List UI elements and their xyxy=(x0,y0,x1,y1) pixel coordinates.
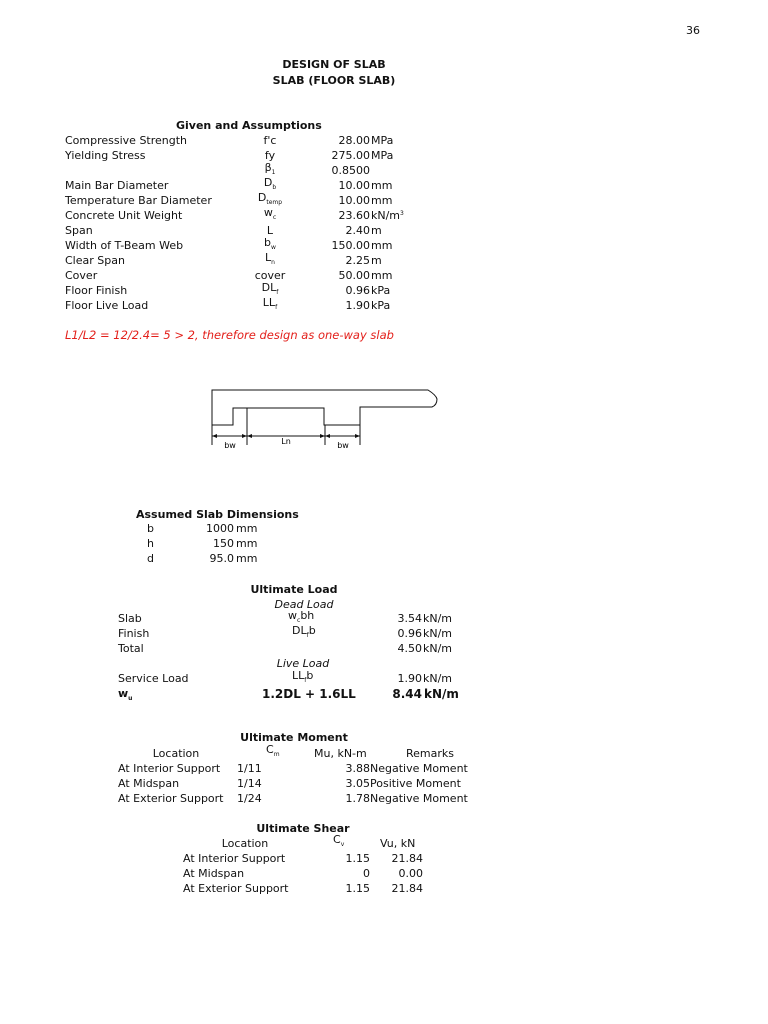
unit-text: mm xyxy=(371,269,393,282)
slab-load-value: 3.54 xyxy=(397,612,422,625)
unit-text: mm xyxy=(371,179,393,192)
unit-text: kPa xyxy=(371,284,391,297)
slab-outline xyxy=(212,390,437,425)
label-bw-left: bw xyxy=(224,441,236,450)
given-value: 275.00 xyxy=(331,149,370,162)
given-label: Floor Live Load xyxy=(65,299,149,312)
symbol-text: LL xyxy=(262,296,276,309)
symbol-text: L xyxy=(265,251,272,264)
total-load-value: 4.50 xyxy=(397,642,422,655)
given-value: 1.90 xyxy=(345,299,370,312)
given-unit xyxy=(371,269,392,283)
arrow xyxy=(355,434,360,438)
moment-mu: 3.88 xyxy=(345,762,370,775)
title-line-2: SLAB (FLOOR SLAB) xyxy=(272,74,396,87)
wu-unit: kN/m xyxy=(424,687,459,701)
given-label: Concrete Unit Weight xyxy=(65,209,183,222)
unit-text: kPa xyxy=(371,299,391,312)
symbol-subscript: c xyxy=(272,214,277,221)
given-value: 10.00 xyxy=(338,194,370,207)
finish-load-label: Finish xyxy=(118,627,150,640)
wu-formula: 1.2DL + 1.6LL xyxy=(262,687,356,701)
shear-coefficient: 1.15 xyxy=(345,852,370,865)
assumed-unit: mm xyxy=(236,552,258,565)
given-label: Floor Finish xyxy=(65,284,128,297)
assumed-label: b xyxy=(147,522,154,535)
given-unit xyxy=(371,134,393,148)
unit-superscript: 3 xyxy=(400,210,404,217)
given-label: Yielding Stress xyxy=(65,149,146,162)
assumed-value: 150 xyxy=(213,537,234,550)
symbol-text: b xyxy=(264,236,272,249)
assumed-unit: mm xyxy=(236,537,258,550)
moment-coefficient: 1/11 xyxy=(237,762,262,775)
given-value: 0.8500 xyxy=(331,164,370,177)
unit-text: mm xyxy=(371,239,393,252)
symbol-subscript: 1 xyxy=(271,169,276,176)
one-way-slab-note: L1/L2 = 12/2.4= 5 > 2, therefore design as one-way slab xyxy=(65,328,394,342)
given-label: Temperature Bar Diameter xyxy=(65,194,212,207)
symbol-subscript: f xyxy=(276,289,279,296)
dead-load-title: Dead Load xyxy=(274,598,334,611)
shear-coefficient: 1.15 xyxy=(345,882,370,895)
arrow xyxy=(242,434,247,438)
unit-text: m xyxy=(371,254,382,267)
symbol-text: f'c xyxy=(263,134,277,147)
symbol-subscript: temp xyxy=(266,199,283,206)
symbol-text: β xyxy=(264,161,272,174)
symbol-subscript: n xyxy=(271,259,275,266)
moment-coefficient: 1/14 xyxy=(237,777,262,790)
slab-load-label: Slab xyxy=(118,612,142,625)
symbol-text: D xyxy=(257,191,267,204)
shear-vu: 0.00 xyxy=(398,867,423,880)
service-load-formula: $LL_fb$ xyxy=(292,669,314,684)
given-label: Clear Span xyxy=(65,254,125,267)
given-label: Cover xyxy=(65,269,98,282)
given-unit xyxy=(371,284,390,298)
given-symbol xyxy=(240,161,300,177)
shear-col-c: $C_v$ xyxy=(333,833,345,848)
moment-location: At Midspan xyxy=(118,777,180,790)
t-beam-slab-diagram xyxy=(0,385,768,475)
given-unit xyxy=(371,299,390,313)
given-label: Main Bar Diameter xyxy=(65,179,169,192)
given-symbol xyxy=(240,236,300,252)
unit-text: m xyxy=(371,224,382,237)
given-symbol xyxy=(240,251,300,267)
given-symbol xyxy=(240,176,300,192)
total-load-label: Total xyxy=(118,642,144,655)
moment-col-c: $C_m$ xyxy=(266,743,280,758)
given-symbol xyxy=(240,281,300,297)
moment-col-remarks: Remarks xyxy=(406,747,454,760)
symbol-text: DL xyxy=(261,281,277,294)
given-value: 50.00 xyxy=(338,269,370,282)
slab-load-unit: kN/m xyxy=(423,612,453,625)
shear-location: At Midspan xyxy=(183,867,245,880)
total-load-unit: kN/m xyxy=(423,642,453,655)
unit-text: MPa xyxy=(371,134,394,147)
label-bw-right: bw xyxy=(337,441,349,450)
given-unit xyxy=(371,224,382,238)
finish-load-unit: kN/m xyxy=(423,627,453,640)
moment-location: At Exterior Support xyxy=(118,792,224,805)
given-value: 2.25 xyxy=(345,254,370,267)
given-unit xyxy=(371,254,382,268)
service-load-unit: kN/m xyxy=(423,672,453,685)
page-number: 36 xyxy=(686,24,700,37)
finish-load-formula: $DL_fb$ xyxy=(292,624,316,639)
shear-location: At Interior Support xyxy=(183,852,286,865)
symbol-subscript: b xyxy=(272,184,277,191)
moment-coefficient: 1/24 xyxy=(237,792,262,805)
given-value: 28.00 xyxy=(338,134,370,147)
arrow xyxy=(247,434,252,438)
shear-vu: 21.84 xyxy=(391,852,423,865)
given-value: 0.96 xyxy=(345,284,370,297)
shear-vu: 21.84 xyxy=(391,882,423,895)
ultimate-load-heading: Ultimate Load xyxy=(250,583,338,596)
given-label: Width of T-Beam Web xyxy=(65,239,184,252)
symbol-text: L xyxy=(266,224,274,237)
live-load-title: Live Load xyxy=(276,657,330,670)
assumed-label: h xyxy=(147,537,154,550)
shear-coefficient: 0 xyxy=(363,867,370,880)
symbol-text: fy xyxy=(264,149,276,162)
label-ln: Ln xyxy=(281,437,291,446)
finish-load-value: 0.96 xyxy=(397,627,422,640)
assumed-label: d xyxy=(147,552,154,565)
given-value: 10.00 xyxy=(338,179,370,192)
shear-col-location: Location xyxy=(221,837,269,850)
moment-col-location: Location xyxy=(152,747,200,760)
moment-mu: 1.78 xyxy=(345,792,370,805)
given-value: 2.40 xyxy=(345,224,370,237)
arrow xyxy=(320,434,325,438)
moment-remarks: Positive Moment xyxy=(370,777,461,790)
service-load-value: 1.90 xyxy=(397,672,422,685)
moment-location: At Interior Support xyxy=(118,762,221,775)
arrow xyxy=(212,434,217,438)
given-symbol xyxy=(240,296,300,312)
assumed-heading: Assumed Slab Dimensions xyxy=(136,508,299,521)
assumed-value: 95.0 xyxy=(209,552,234,565)
assumed-value: 1000 xyxy=(206,522,234,535)
unit-text: mm xyxy=(371,194,393,207)
arrow xyxy=(325,434,330,438)
symbol-text: cover xyxy=(254,269,286,282)
shear-col-vu: Vu, kN xyxy=(380,837,416,850)
moment-remarks: Negative Moment xyxy=(370,792,468,805)
assumed-unit: mm xyxy=(236,522,258,535)
given-value: 150.00 xyxy=(331,239,370,252)
symbol-text: D xyxy=(263,176,273,189)
ultimate-moment-heading: Ultimate Moment xyxy=(240,731,348,744)
given-symbol xyxy=(240,191,300,207)
slab-load-formula: $w_cbh$ xyxy=(288,609,315,624)
given-unit xyxy=(371,239,392,253)
service-load-label: Service Load xyxy=(118,672,189,685)
shear-location: At Exterior Support xyxy=(183,882,289,895)
given-symbol xyxy=(240,206,300,222)
moment-mu: 3.05 xyxy=(345,777,370,790)
ultimate-shear-heading: Ultimate Shear xyxy=(256,822,350,835)
given-unit xyxy=(371,194,392,208)
given-value: 23.60 xyxy=(338,209,370,222)
given-label: Compressive Strength xyxy=(65,134,188,147)
unit-text: MPa xyxy=(371,149,394,162)
given-unit xyxy=(371,149,393,163)
wu-label: $w_u$ xyxy=(118,687,133,702)
wu-value: 8.44 xyxy=(392,687,422,701)
moment-remarks: Negative Moment xyxy=(370,762,468,775)
unit-text: kN/m xyxy=(371,209,401,222)
symbol-subscript: w xyxy=(271,244,276,251)
symbol-subscript: f xyxy=(275,304,278,311)
symbol-text: w xyxy=(263,206,273,219)
title-line-1: DESIGN OF SLAB xyxy=(282,58,386,71)
given-unit xyxy=(371,209,404,225)
given-heading: Given and Assumptions xyxy=(176,119,322,132)
given-symbol xyxy=(240,134,300,148)
moment-col-mu: Mu, kN-m xyxy=(314,747,367,760)
given-label: Span xyxy=(65,224,93,237)
given-unit xyxy=(371,179,392,193)
